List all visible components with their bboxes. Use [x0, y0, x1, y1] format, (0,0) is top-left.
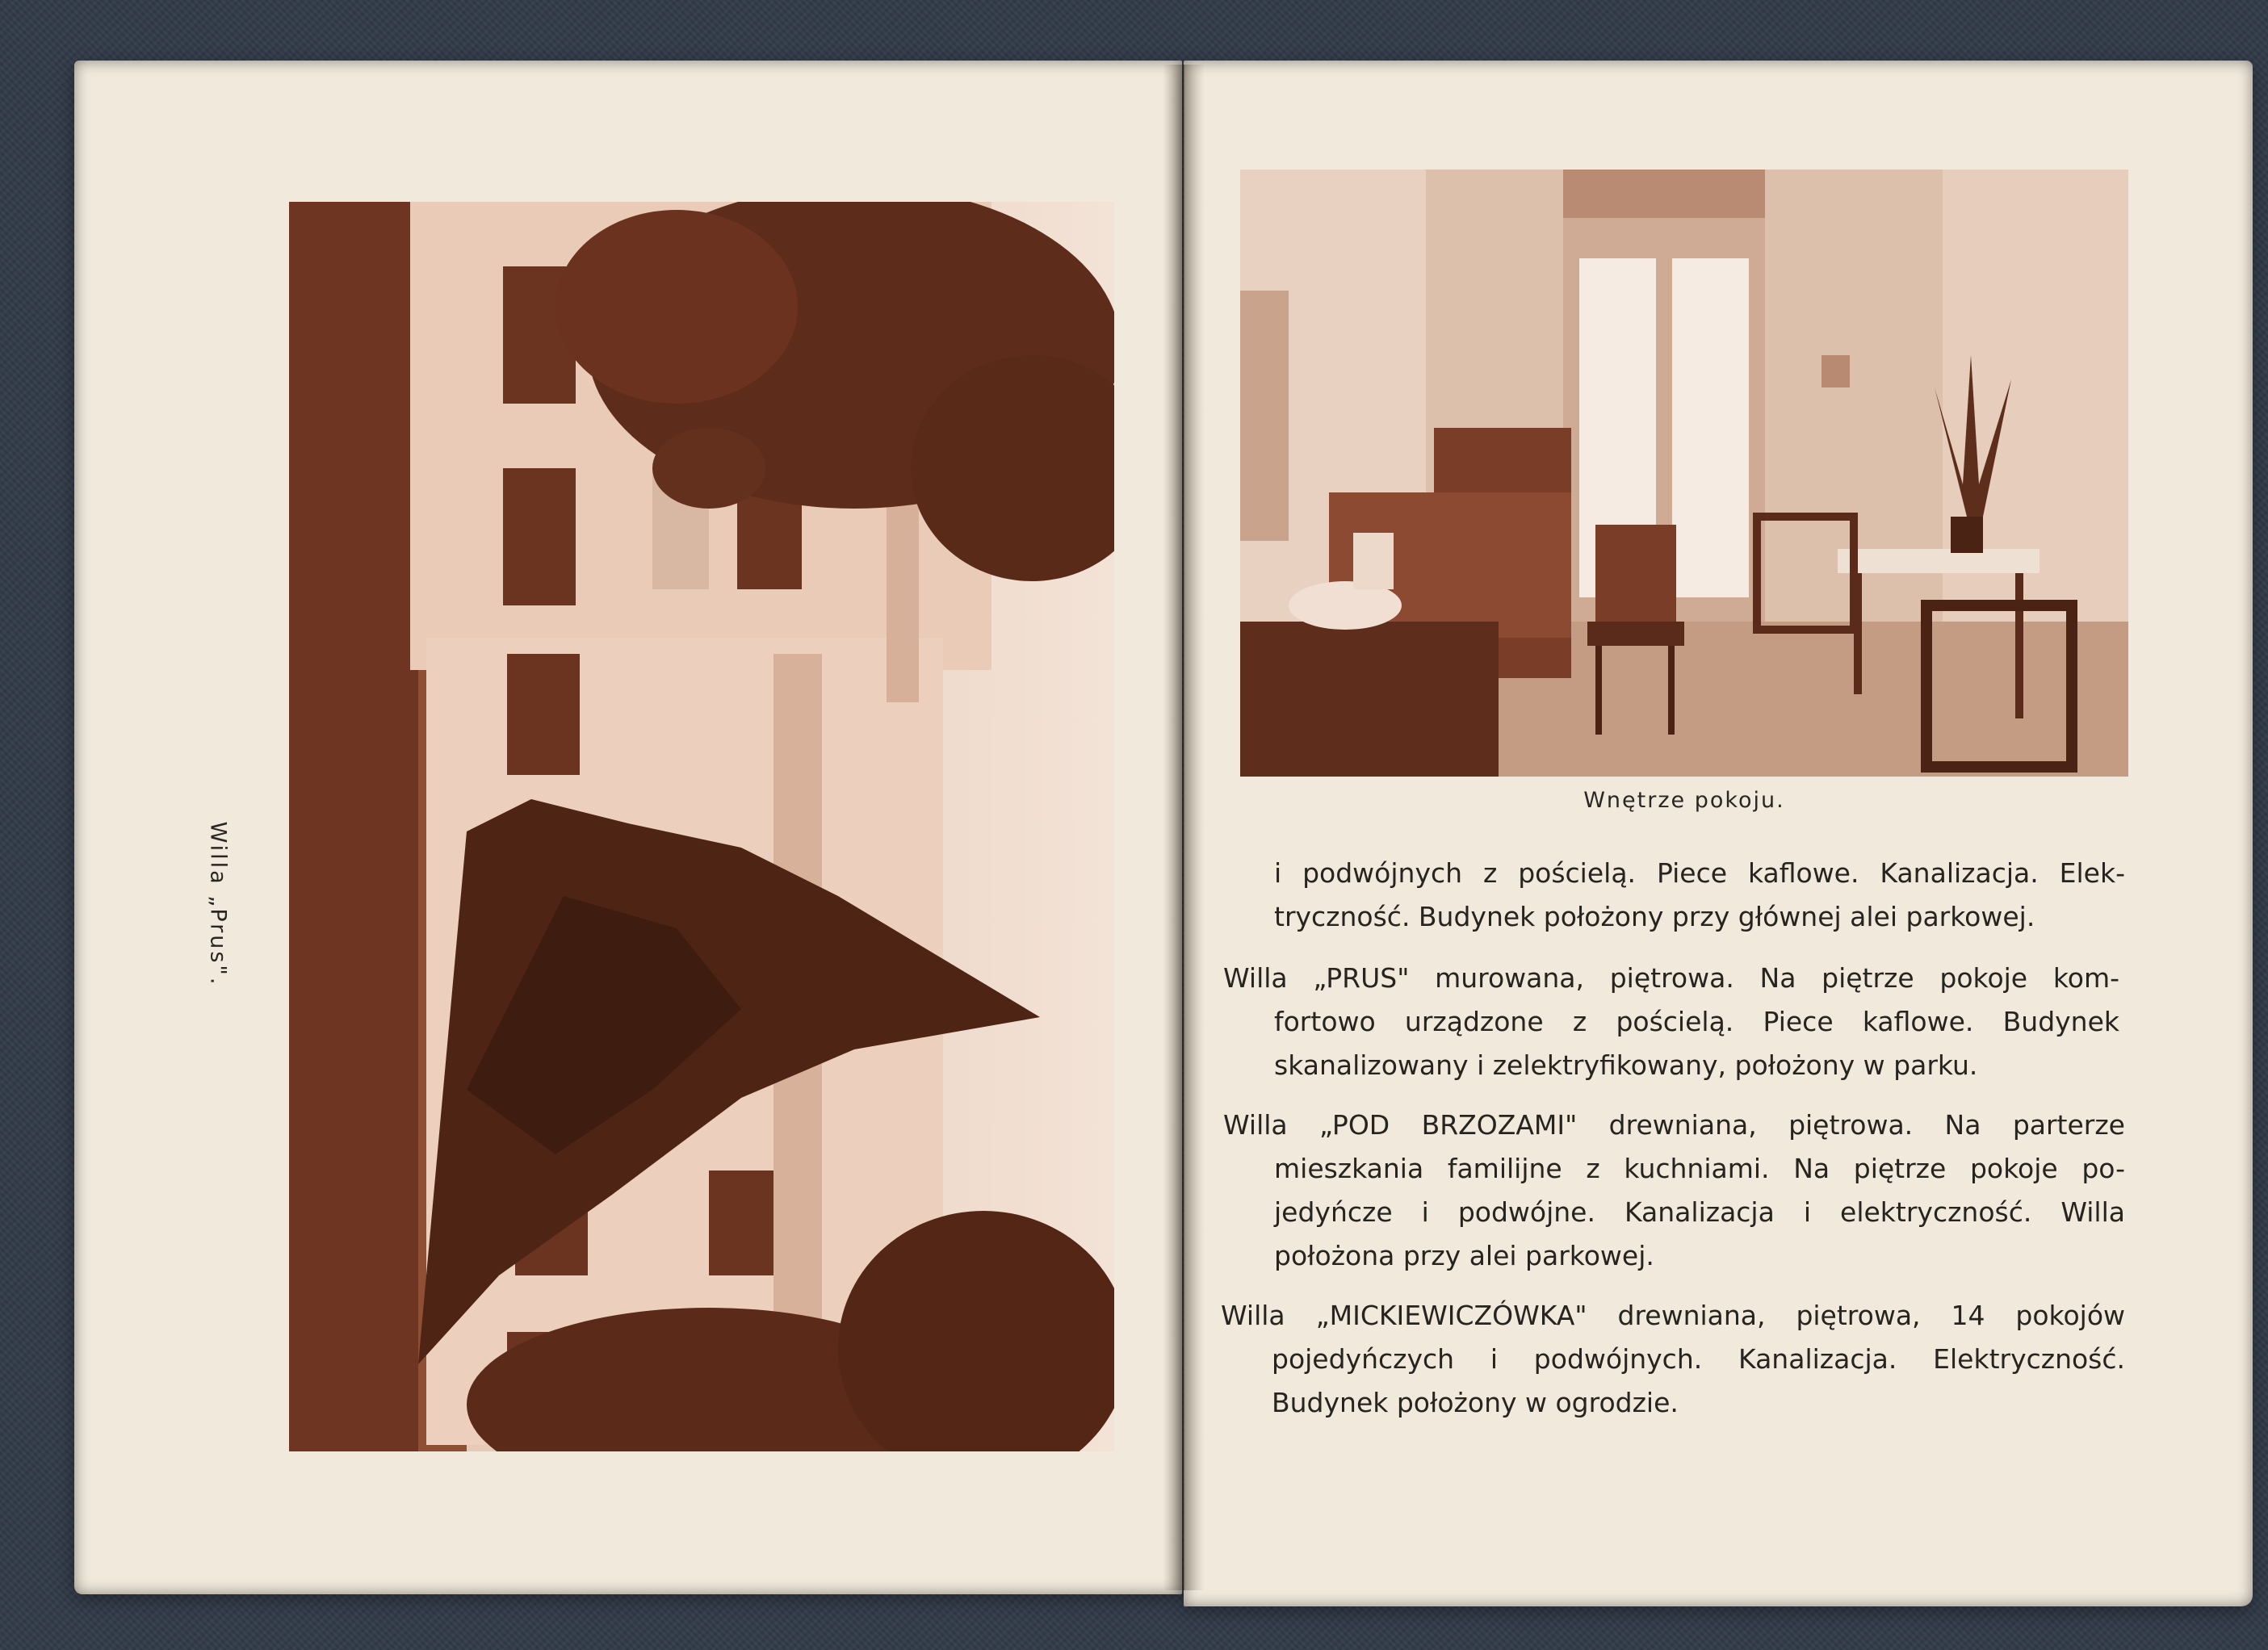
paragraph-willa-pod-brzozami: [1223, 1103, 2125, 1278]
room-photo-caption: Wnętrze pokoju.: [1583, 788, 1785, 813]
text-line: Budynek położony w ogrodzie.: [1272, 1387, 1679, 1418]
paragraph-continuation: [1274, 852, 2125, 939]
text-line: tryczność. Budynek położony przy głównej alei parkowej.: [1274, 901, 2035, 932]
villa-prus-photo: [289, 202, 1114, 1451]
text-line: i podwójnych z pościelą. Piece kaflowe. Kanalizacja. Elek-: [1274, 857, 2125, 889]
text-line: fortowo urządzone z pościelą. Piece kaflowe. Budynek: [1274, 1006, 2119, 1037]
text-line: Willa „MICKIEWICZÓWKA" drewniana, piętrowa, 14 pokojów: [1221, 1300, 2125, 1331]
text-line: skanalizowany i zelektryfikowany, położony w parku.: [1274, 1049, 1978, 1081]
book-spine: [1163, 65, 1205, 1590]
paragraph-willa-mickiewiczowka: [1221, 1294, 2125, 1425]
villa-caption: Willa „Prus".: [205, 821, 231, 987]
text-line: mieszkania familijne z kuchniami. Na piętrze pokoje po-: [1274, 1153, 2125, 1184]
text-line: pojedyńczych i podwójnych. Kanalizacja. Elektryczność.: [1272, 1343, 2125, 1375]
paragraph-willa-prus: [1223, 957, 2119, 1087]
text-line: jedyńcze i podwójne. Kanalizacja i elektryczność. Willa: [1274, 1196, 2125, 1228]
text-line: Willa „POD BRZOZAMI" drewniana, piętrowa. Na parterze: [1223, 1109, 2125, 1141]
room-interior-photo: [1240, 170, 2128, 777]
text-line: Willa „PRUS" murowana, piętrowa. Na piętrze pokoje kom-: [1223, 962, 2119, 994]
text-line: położona przy alei parkowej.: [1274, 1240, 1654, 1271]
